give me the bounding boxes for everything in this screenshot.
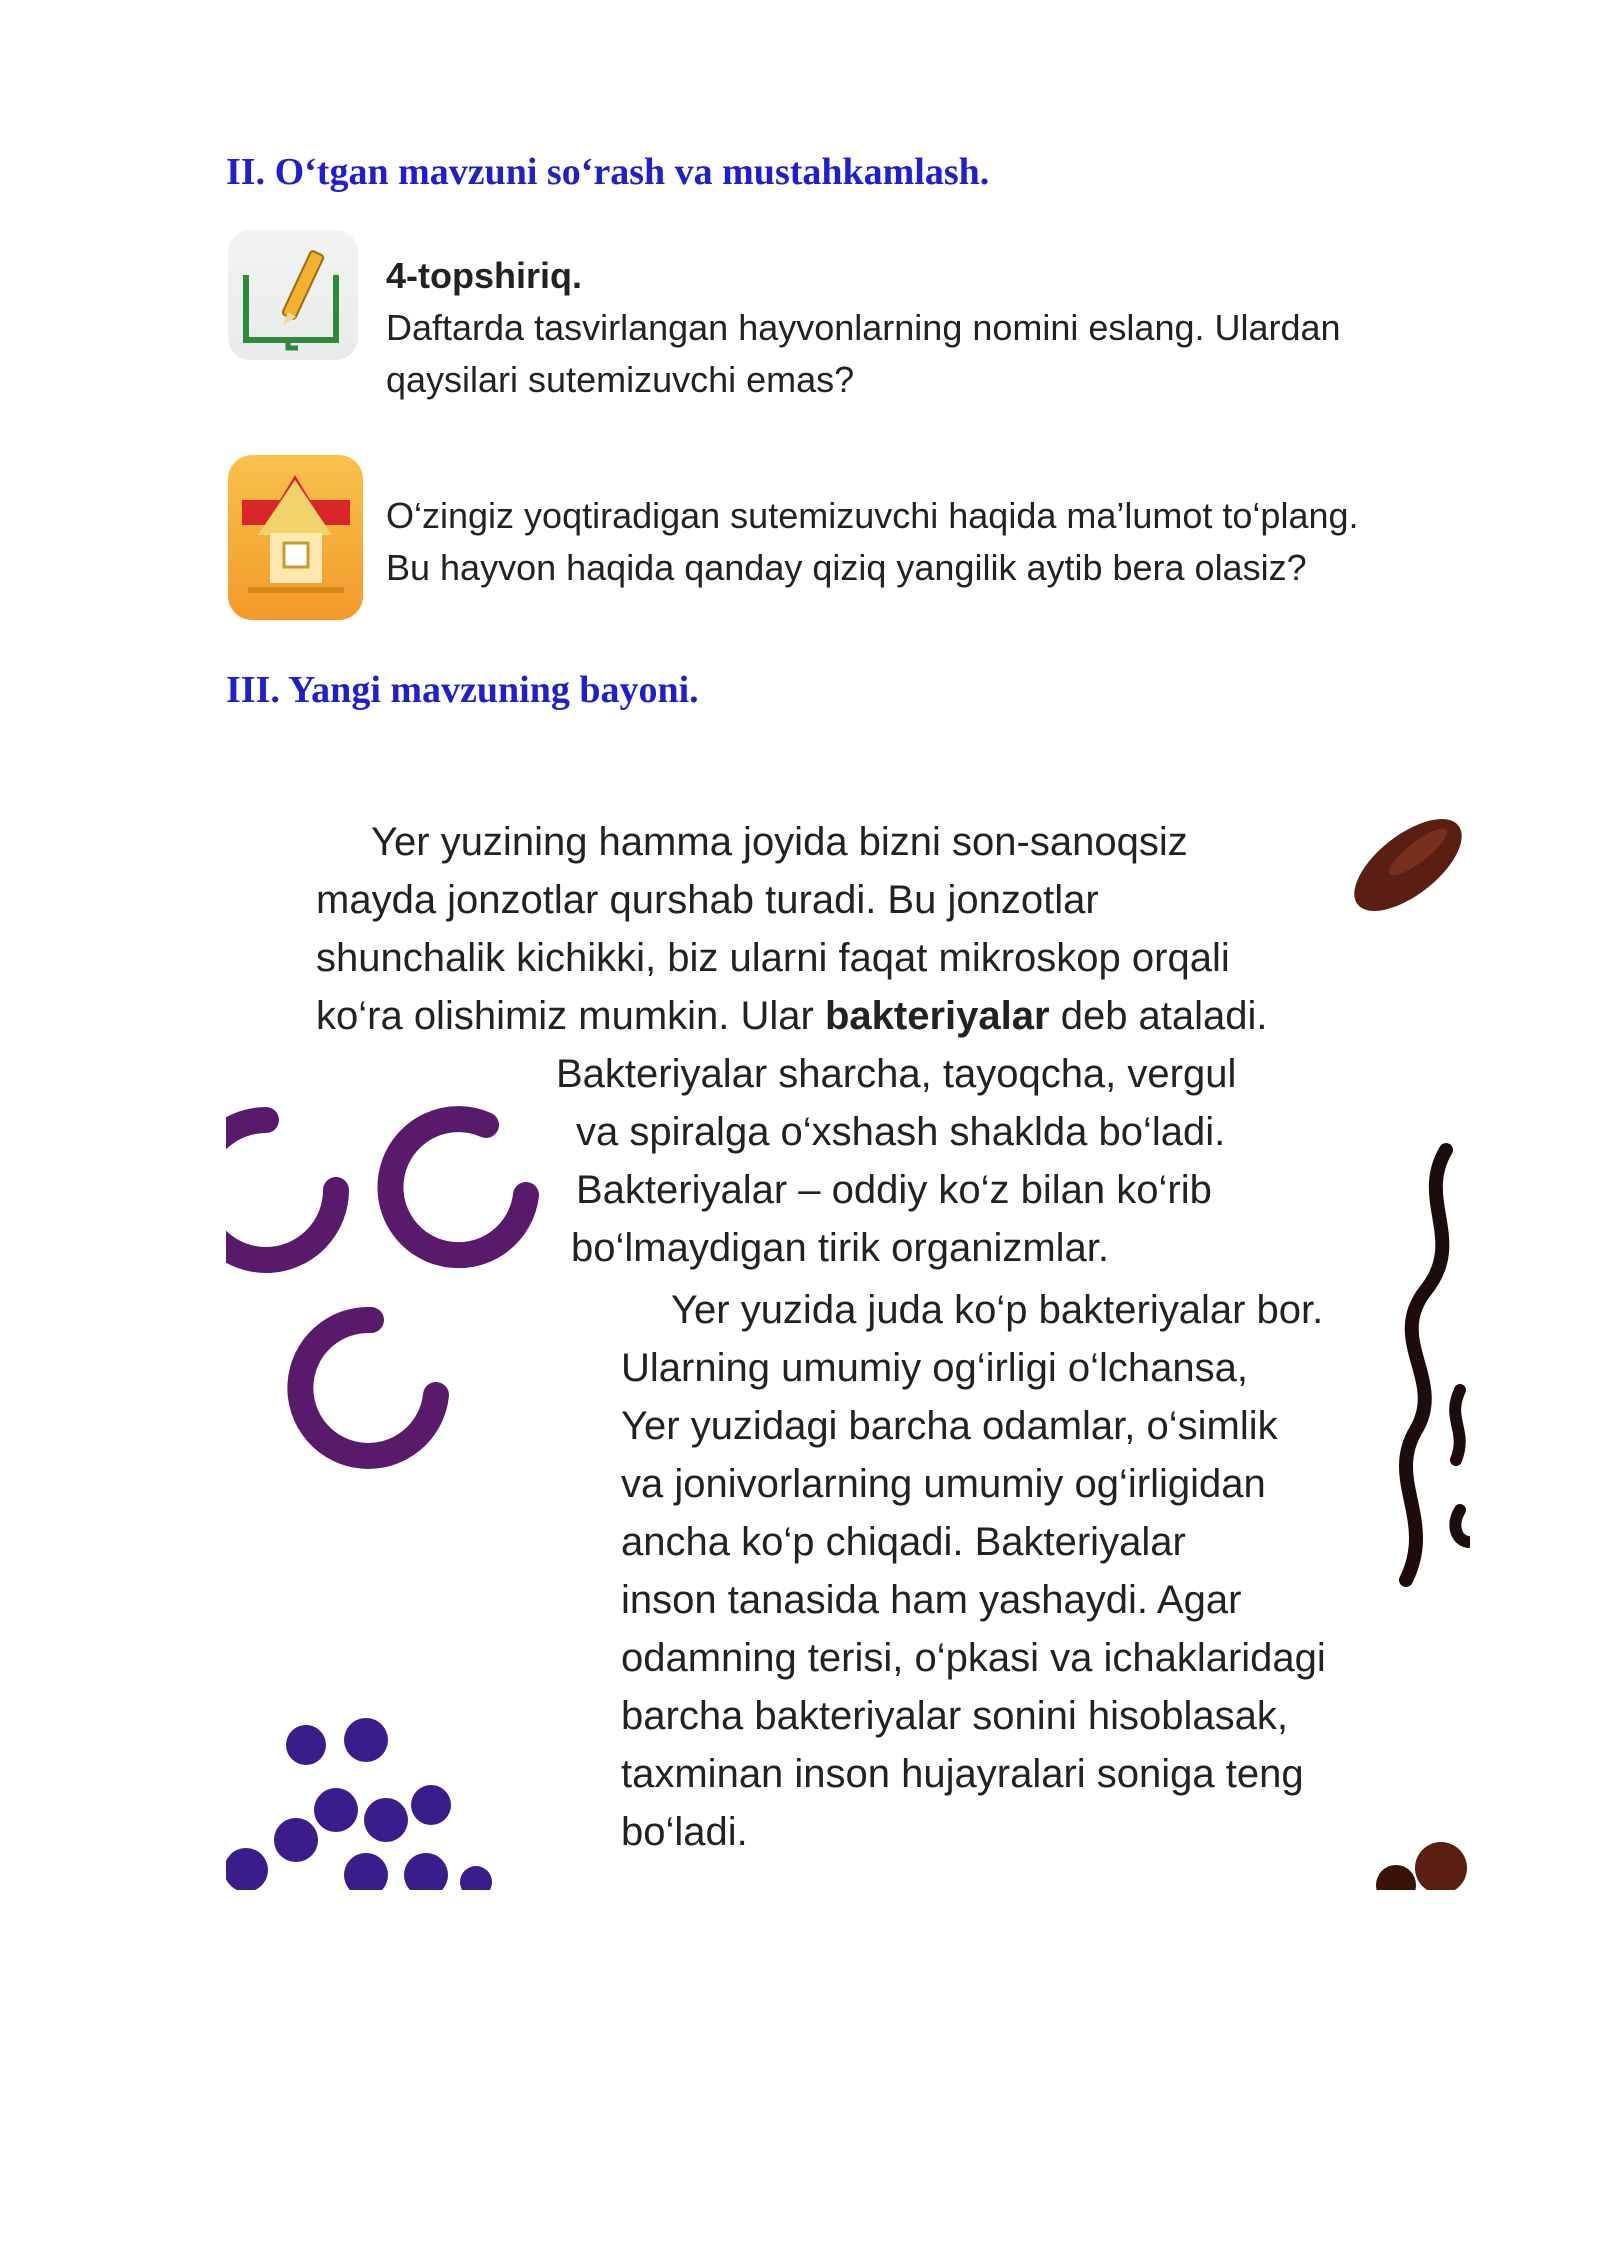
task-block: [228, 200, 1428, 630]
notebook-pencil-icon: [228, 230, 358, 360]
story-line-9: Yer yuzida juda ko‘p bakteriyalar bor.: [671, 1288, 1324, 1332]
story-line-6: va spiralga o‘xshash shaklda bo‘ladi.: [576, 1110, 1226, 1154]
story-line-16: barcha bakteriyalar sonini hisoblasak,: [621, 1694, 1289, 1738]
story-line-5: Bakteriyalar sharcha, tayoqcha, vergul: [556, 1052, 1237, 1096]
rod-bacterium-icon: [1346, 810, 1470, 920]
story-line-13: ancha ko‘p chiqadi. Bakteriyalar: [621, 1520, 1186, 1564]
story-line-4-end: deb ataladi.: [1049, 994, 1268, 1038]
brown-coccus-icon: [1366, 1830, 1470, 1890]
bacteria-story-panel: [226, 800, 1470, 1890]
story-line-8: bo‘lmaydigan tirik organizmlar.: [571, 1226, 1110, 1270]
home-task-line-2: Bu hayvon haqida qanday qiziq yangilik aytib bera olasiz?: [386, 547, 1307, 588]
task-title: 4-topshiriq.: [386, 255, 582, 296]
bold-term-bacteria: bakteriyalar: [825, 994, 1050, 1038]
home-task-body: [386, 490, 1446, 594]
coccus-cluster-icon: [226, 1710, 526, 1890]
story-line-10: Ularning umumiy og‘irligi o‘lchansa,: [621, 1346, 1248, 1390]
home-task-line-1: O‘zingiz yoqtiradigan sutemizuvchi haqida ma’lumot to‘plang.: [386, 495, 1359, 536]
story-line-14: inson tanasida ham yashaydi. Agar: [621, 1578, 1242, 1622]
vibrio-ring-bacterium-icon: [286, 1300, 456, 1480]
story-line-4: [316, 994, 1268, 1039]
task-line-1: Daftarda tasvirlangan hayvonlarning nomini eslang. Ulardan: [386, 307, 1341, 348]
task-line-2: qaysilari sutemizuvchi emas?: [386, 359, 855, 400]
spiral-bacterium-icon: [1376, 1140, 1470, 1600]
review-section-heading: II. O‘tgan mavzuni so‘rash va mustahkamlash.: [226, 151, 990, 193]
story-line-7: Bakteriyalar – oddiy ko‘z bilan ko‘rib: [576, 1168, 1212, 1212]
story-line-3: shunchalik kichikki, biz ularni faqat mikroskop orqali: [316, 936, 1230, 980]
coccus-ring-bacteria-icon: [226, 1100, 556, 1290]
task-body: [386, 302, 1426, 406]
story-line-1: Yer yuzining hamma joyida bizni son-sanoqsiz: [371, 820, 1188, 864]
new-topic-heading: III. Yangi mavzuning bayoni.: [226, 669, 699, 711]
story-line-18: bo‘ladi.: [621, 1810, 748, 1854]
story-line-4-start: ko‘ra olishimiz mumkin. Ular: [316, 994, 814, 1038]
story-line-2: mayda jonzotlar qurshab turadi. Bu jonzotlar: [316, 878, 1099, 922]
story-line-12: va jonivorlarning umumiy og‘irligidan: [621, 1462, 1266, 1506]
story-line-15: odamning terisi, o‘pkasi va ichaklaridagi: [621, 1636, 1326, 1680]
story-line-11: Yer yuzidagi barcha odamlar, o‘simlik: [621, 1404, 1278, 1448]
story-line-17: taxminan inson hujayralari soniga teng: [621, 1752, 1304, 1796]
home-task-icon: [228, 455, 363, 620]
